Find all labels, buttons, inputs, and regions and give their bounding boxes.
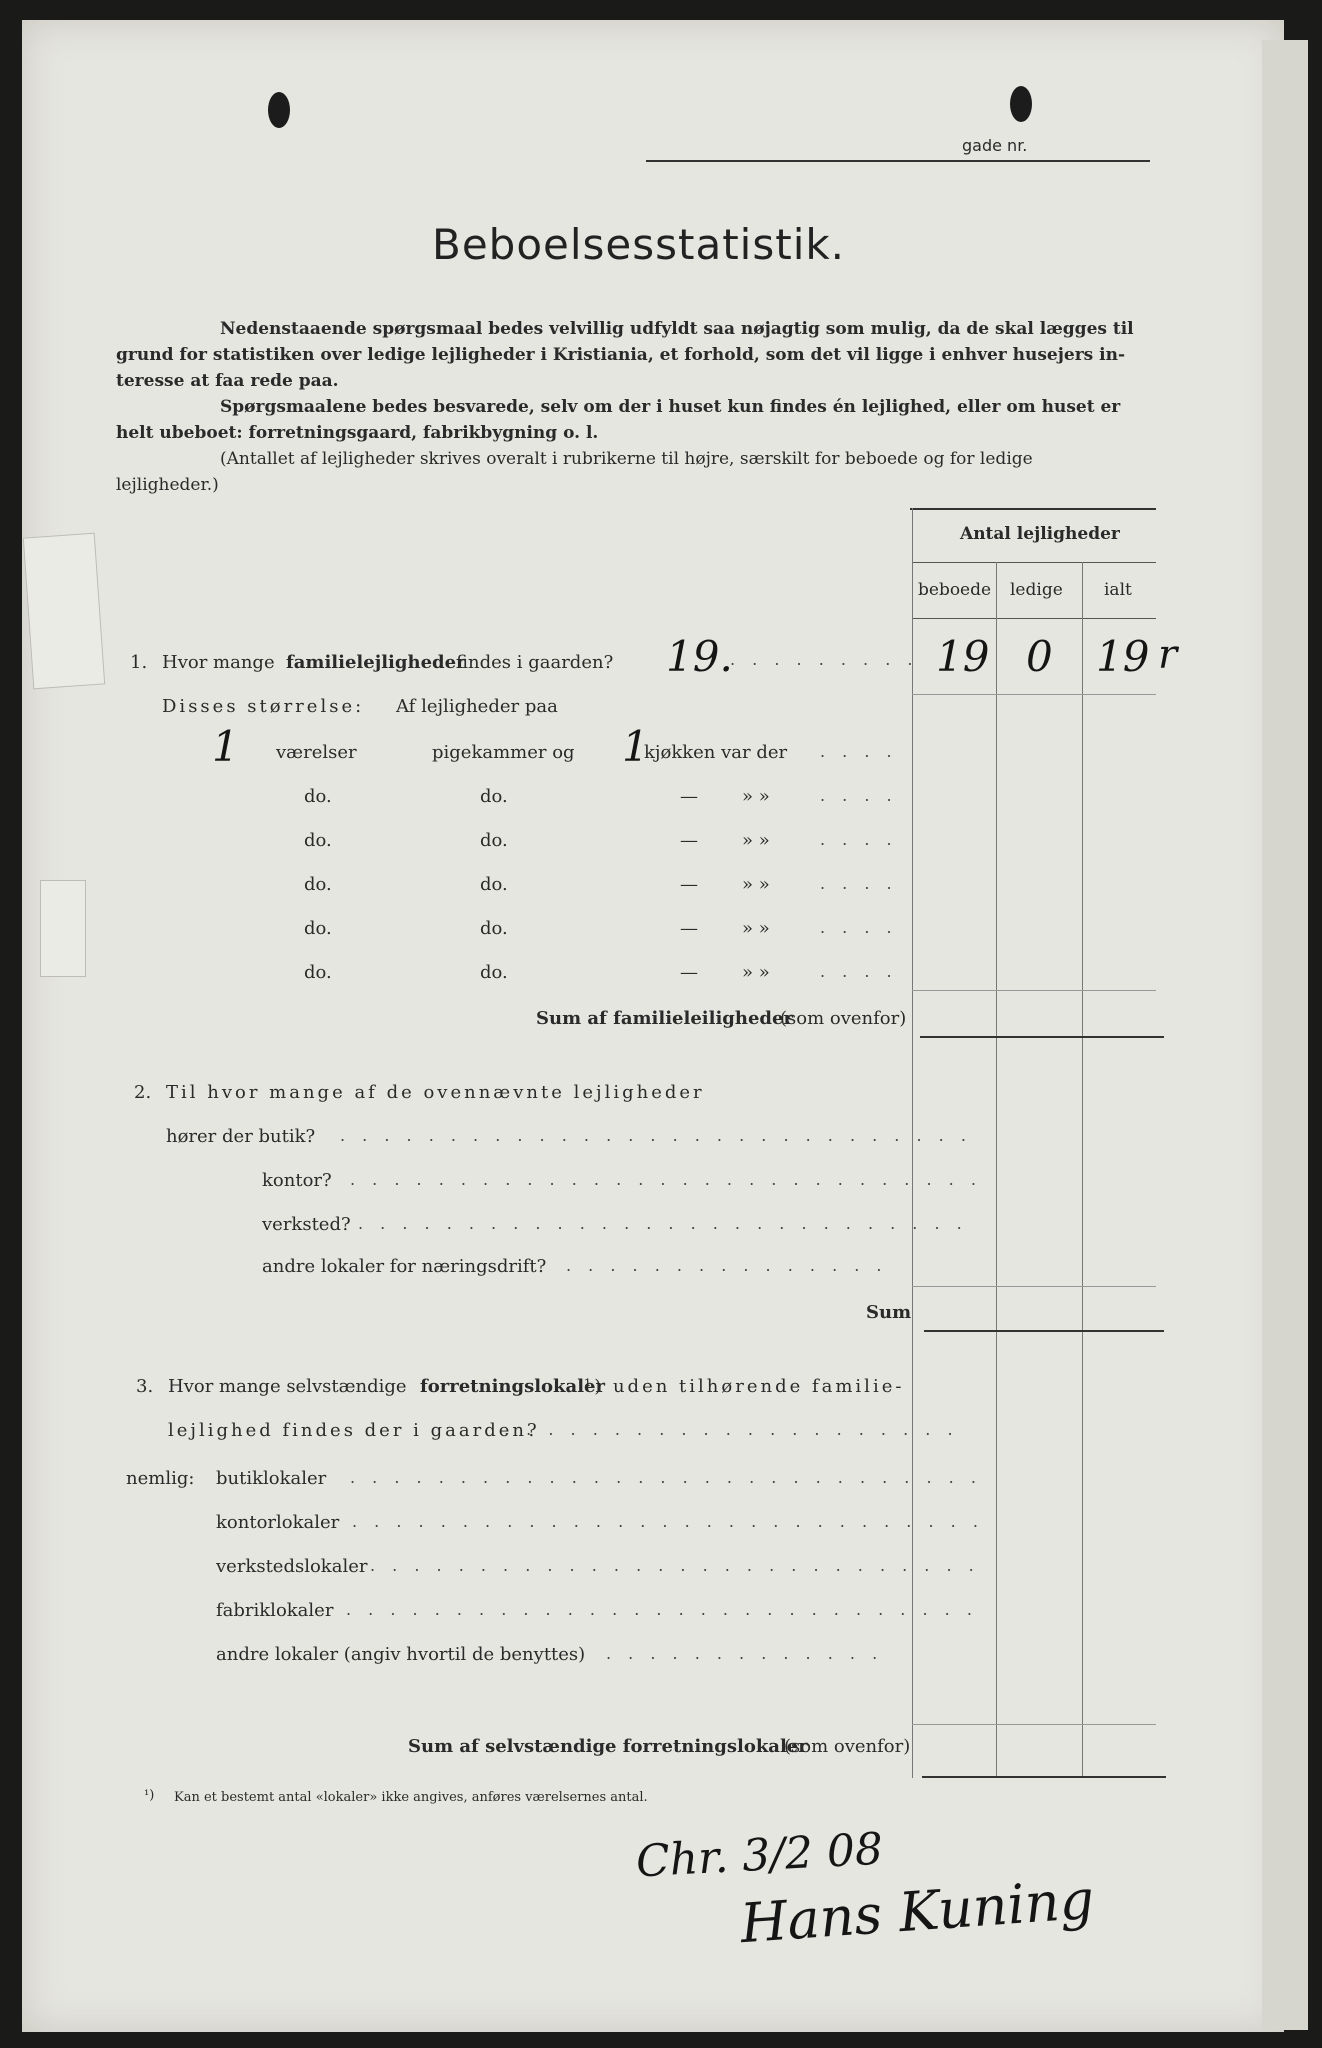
q1-sum-label-b: (som ovenfor): [780, 1008, 907, 1029]
do-label: do.: [480, 786, 508, 807]
leader-dots: . . . .: [820, 874, 898, 893]
table-header-rule: [912, 562, 1156, 563]
punch-hole: [268, 92, 290, 128]
leader-dots: . . . . . . . . . . . . . . . . . . . . . . . . . . . . .: [340, 1126, 972, 1145]
leader-dots: . . . . . . . . . . . . . . . . . . . . . . . . . . . . .: [352, 1512, 984, 1531]
q3-sum-label-b: (som ovenfor): [784, 1736, 911, 1757]
do-label: do.: [304, 786, 332, 807]
do-label: do.: [304, 962, 332, 983]
intro-line: grund for statistiken over ledige lejligheder i Kristiania, et forhold, som det vil ligge i enhver husejers in-: [116, 345, 1126, 365]
do-label: do.: [480, 874, 508, 895]
row1-kjok: kjøkken var der: [644, 742, 788, 763]
q3-kontor: kontorlokaler: [216, 1512, 340, 1533]
leader-dots: . . . .: [820, 830, 898, 849]
leader-dots: . . . .: [820, 918, 898, 937]
q3-text-b: forretningslokaler: [420, 1376, 605, 1397]
leader-dots: . . . . . . . . . . . . .: [606, 1644, 884, 1663]
handwritten-signature: Hans Kuning: [738, 1867, 1097, 1956]
table-group-header: Antal lejligheder: [960, 524, 1120, 544]
handwritten-date: Chr. 3/2 08: [634, 1823, 885, 1888]
leader-dots: . . . . . . . . . . . . . . . . . . . . . . . . . . . .: [358, 1214, 968, 1233]
col-header-ialt: ialt: [1104, 580, 1132, 600]
do-label: do.: [304, 918, 332, 939]
row1-vaer: værelser: [276, 742, 357, 763]
q2-butik: hører der butik?: [166, 1126, 316, 1147]
dash: —: [680, 786, 698, 807]
q3-sum-label: Sum af selvstændige forretningslokaler: [408, 1736, 808, 1757]
footnote-text: Kan et bestemt antal «lokaler» ikke angives, anføres værelsernes antal.: [174, 1790, 648, 1805]
dash: —: [680, 830, 698, 851]
q2-kontor: kontor?: [262, 1170, 332, 1191]
page-title: Beboelsesstatistik.: [432, 220, 846, 269]
q3-nemlig: nemlig:: [126, 1468, 195, 1489]
intro-line: helt ubeboet: forretningsgaard, fabrikbygning o. l.: [116, 423, 599, 443]
q1-text-b: familielejligheder: [286, 652, 466, 673]
row1-kitchen: 1: [622, 722, 649, 771]
q3-fabrik: fabriklokaler: [216, 1600, 334, 1621]
leader-dots: . . . . . . . . . . . . . . .: [566, 1256, 888, 1275]
q3-text-a: Hvor mange selvstændige: [168, 1376, 407, 1397]
leader-dots: . . . . . . . . . . . . . . . . . . . . . . . . . . . . .: [350, 1170, 982, 1189]
q1-ledige: 0: [1026, 632, 1053, 681]
footnote-mark: ¹): [144, 1788, 155, 1803]
q1-sum-label: Sum af familieleiligheder: [536, 1008, 793, 1029]
col-header-beboede: beboede: [918, 580, 992, 600]
do-label: do.: [304, 830, 332, 851]
table-col-line: [1082, 562, 1083, 1778]
q3-text-d: lejlighed findes der i gaarden?: [168, 1420, 540, 1441]
q3-sum-rule: [922, 1776, 1166, 1778]
intro-line: (Antallet af lejligheder skrives overalt i rubrikerne til højre, særskilt for beboede og for ledige: [220, 449, 1033, 469]
row-rule: [912, 694, 1156, 695]
row-rule: [912, 1286, 1156, 1287]
col-header-ledige: ledige: [1010, 580, 1063, 600]
punch-hole: [1010, 86, 1032, 122]
row1-rooms: 1: [212, 722, 239, 771]
row-rule: [912, 990, 1156, 991]
intro-line: lejligheder.): [116, 475, 219, 495]
intro-line: Nedenstaaende spørgsmaal bedes velvillig udfyldt saa nøjagtig som mulig, da de skal lægges til: [220, 319, 1134, 339]
do-label: do.: [480, 830, 508, 851]
q2-verksted: verksted?: [262, 1214, 351, 1235]
leader-dots: . . . .: [820, 786, 898, 805]
do-label: do.: [480, 918, 508, 939]
leader-dots: . . . . . . . . . . . . . . . . . . . . .: [504, 1420, 959, 1439]
dash: —: [680, 874, 698, 895]
table-top-rule: [910, 508, 1156, 510]
row-rule: [912, 1724, 1156, 1725]
q2-andre: andre lokaler for næringsdrift?: [262, 1256, 547, 1277]
leader-dots: . . . . . . . . . . . . . . . . . . . . . . . . . . . .: [370, 1556, 980, 1575]
q1-answer: 19.: [666, 632, 733, 681]
gade-label: gade nr.: [962, 136, 1028, 155]
leader-dots: . . . . . . . . . . . . . . . . . . . . . . . . . . . . .: [346, 1600, 978, 1619]
q3-verksted: verkstedslokaler: [216, 1556, 368, 1577]
q1-text-c: findes i gaarden?: [456, 652, 614, 673]
quote-mark: » »: [742, 962, 770, 983]
row1-pige: pigekammer og: [432, 742, 575, 763]
q2-sum-label: Sum: [866, 1302, 912, 1323]
q1-beboede: 19: [936, 632, 990, 681]
quote-mark: » »: [742, 786, 770, 807]
quote-mark: » »: [742, 874, 770, 895]
q1-sum-rule: [920, 1036, 1164, 1038]
leader-dots: . . . .: [820, 962, 898, 981]
tape-strip: [23, 533, 105, 690]
q1-ialt-extra: r: [1158, 632, 1178, 678]
quote-mark: » »: [742, 918, 770, 939]
paper-edge: [1262, 40, 1308, 2030]
sizes-label-b: Af lejligheder paa: [396, 696, 558, 717]
q3-number: 3.: [136, 1376, 154, 1397]
leader-dots: . . . . . . . . .: [730, 650, 919, 669]
intro-line: Spørgsmaalene bedes besvarede, selv om der i huset kun findes én lejlighed, eller om huset er: [220, 397, 1121, 417]
q3-andre: andre lokaler (angiv hvortil de benyttes): [216, 1644, 586, 1665]
do-label: do.: [480, 962, 508, 983]
do-label: do.: [304, 874, 332, 895]
tape-strip: [40, 880, 86, 977]
dash: —: [680, 918, 698, 939]
q3-butik: butiklokaler: [216, 1468, 327, 1489]
leader-dots: . . . .: [820, 742, 898, 761]
intro-line: teresse at faa rede paa.: [116, 371, 339, 391]
table-col-line: [996, 562, 997, 1778]
leader-dots: . . . . . . . . . . . . . . . . . . . . . . . . . . . . .: [350, 1468, 982, 1487]
quote-mark: » »: [742, 830, 770, 851]
gade-line: [646, 160, 1150, 162]
q2-sum-rule: [924, 1330, 1164, 1332]
q1-number: 1.: [130, 652, 148, 673]
q1-text-a: Hvor mange: [162, 652, 275, 673]
q1-ialt: 19: [1096, 632, 1150, 681]
q2-text: Til hvor mange af de ovennævnte lejligheder: [166, 1082, 705, 1103]
dash: —: [680, 962, 698, 983]
q3-text-c: ¹) uden tilhørende familie-: [584, 1376, 905, 1397]
table-header-rule: [912, 618, 1156, 619]
sizes-label: Disses størrelse:: [162, 696, 365, 717]
q2-number: 2.: [134, 1082, 152, 1103]
